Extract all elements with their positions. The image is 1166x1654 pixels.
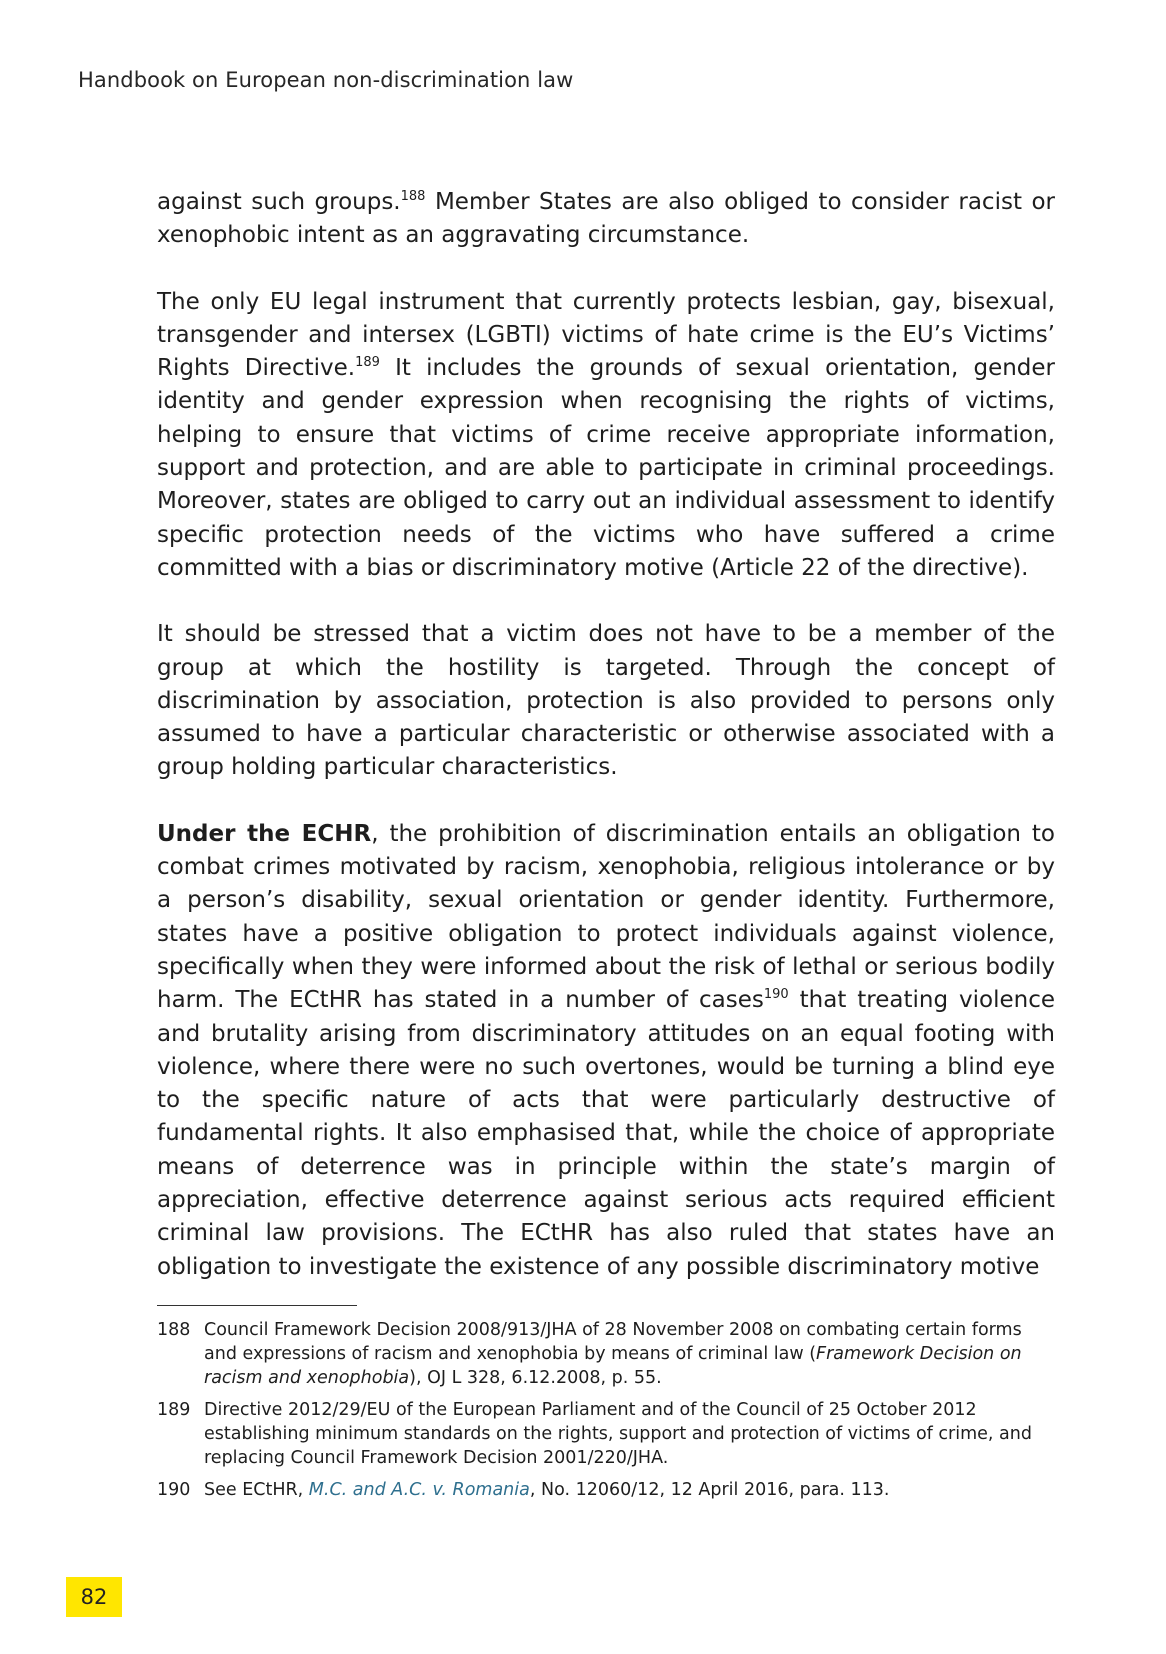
footnote-number: 190	[157, 1480, 191, 1500]
footnotes	[157, 1318, 1057, 1510]
footnote-number: 189	[157, 1400, 191, 1420]
footnote-ref-189[interactable]: 189	[355, 355, 380, 371]
footnote-italic-title: Framework Decision on racism and xenophobia	[204, 1344, 1022, 1388]
footnote-188	[157, 1318, 1057, 1390]
paragraph-4-text-cont: that treating violence and brutality arising from discriminatory attitudes on an equal footing with violence, where there were no such overtones, would be turning a blind eye to the specific nature of acts that were particularly destructive of fundamental rights. It also emphasised that, while the choice of appropriate means of deterrence was in principle within the state’s margin of appreciation, effective deterrence against serious acts required efficient criminal law provisions. The ECtHR has also ruled that states have an obligation to investigate the existence of any possible discriminatory motive	[157, 987, 1055, 1280]
paragraph-1	[157, 186, 1055, 253]
paragraph-2-text: The only EU legal instrument that currently protects lesbian, gay, bisexual, transgender and intersex (LGBTI) victims of hate crime is the EU’s Victims’ Rights Directive.	[157, 288, 1055, 382]
footnote-190	[157, 1478, 1057, 1502]
paragraph-1-text-cont: Member States are also obliged to consider racist or xenophobic intent as an aggravating circumstance.	[157, 189, 1055, 249]
paragraph-3: It should be stressed that a victim does not have to be a member of the group at which the hostility is targeted. Through the concept of discrimination by association, protection is also provided to persons only assumed to have a particular characteristic or otherwise associated with a group holding particular characteristics.	[157, 621, 1055, 781]
paragraph-4-lead: Under the ECHR	[157, 820, 372, 847]
body-text	[157, 186, 1055, 1317]
case-link[interactable]: M.C. and A.C. v. Romania	[308, 1480, 530, 1500]
paragraph-2	[157, 286, 1055, 586]
page-number-badge: 82	[66, 1577, 122, 1617]
footnote-ref-188[interactable]: 188	[400, 189, 426, 204]
footnote-text: See ECtHR,	[204, 1480, 309, 1500]
footnote-text-cont: , No. 12060/12, 12 April 2016, para. 113.	[529, 1480, 890, 1500]
running-header: Handbook on European non-discrimination law	[78, 68, 574, 92]
footnote-text-cont: ), OJ L 328, 6.12.2008, p. 55.	[409, 1368, 662, 1388]
footnote-189	[157, 1398, 1057, 1470]
footnote-number: 188	[157, 1320, 191, 1340]
paragraph-4	[157, 818, 1055, 1284]
paragraph-4-text: , the prohibition of discrimination entails an obligation to combat crimes motivated by racism, xenophobia, religious intolerance or by a person’s disability, sexual orientation or gender identity. Furthermore, states have a positive obligation to protect individuals against violence, specifically when they were informed about the risk of lethal or serious bodily harm. The ECtHR has stated in a number of cases	[157, 820, 1055, 1014]
footnote-text: Directive 2012/29/EU of the European Parliament and of the Council of 25 October 2012 establishing minimum standards on the rights, support and protection of victims of crime, and replacing Council Framework Decision 2001/220/JHA.	[204, 1400, 1032, 1468]
footnote-text: Council Framework Decision 2008/913/JHA of 28 November 2008 on combating certain forms and expressions of racism and xenophobia by means of criminal law (	[204, 1320, 1022, 1364]
paragraph-2-text-cont: It includes the grounds of sexual orientation, gender identity and gender expression when recognising the rights of victims, helping to ensure that victims of crime receive appropriate information, support and protection, and are able to participate in criminal proceedings. Moreover, states are obliged to carry out an individual assessment to identify specific protection needs of the victims who have suffered a crime committed with a bias or discriminatory motive (Article 22 of the directive).	[157, 355, 1055, 581]
footnote-divider	[157, 1305, 357, 1306]
paragraph-1-text: against such groups.	[157, 189, 401, 215]
footnote-ref-190[interactable]: 190	[763, 987, 789, 1003]
